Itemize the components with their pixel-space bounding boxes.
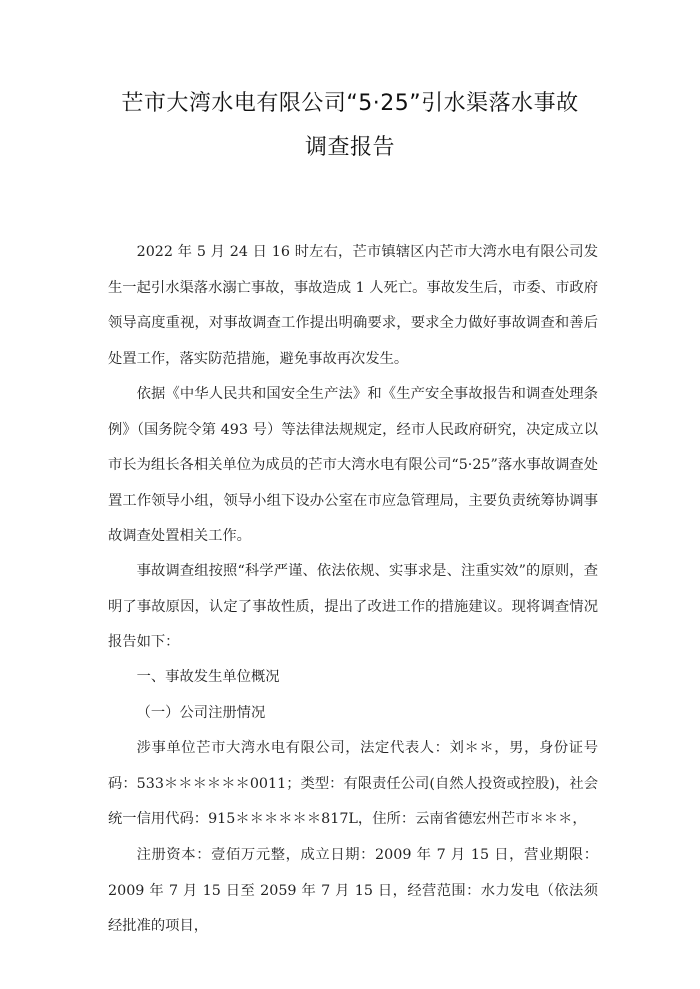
registration-paragraph: 涉事单位芒市大湾水电有限公司，法定代表人：刘＊＊，男，身份证号码：533＊＊＊＊＊＊0011；类型：有限责任公司(自然人投资或控股)，社会统一信用代码：915＊＊＊＊＊＊817L，住所：云南省德宏州芒市＊＊＊，: [108, 740, 598, 827]
subsection-heading: （一）公司注册情况: [136, 705, 266, 721]
report-title-line-2: 调查报告: [304, 135, 395, 160]
section-heading: 一、事故发生单位概况: [136, 669, 280, 685]
intro-paragraph: 2022 年 5 月 24 日 16 时左右，芒市镇辖区内芒市大湾水电有限公司发生一起引水渠落水溺亡事故，事故造成 1 人死亡。事故发生后，市委、市政府领导高度重视，对事故调查工作提出明确要求，要求全力做好事故调查和善后处置工作，落实防范措施，避免事故再次发生。: [108, 244, 598, 367]
principle-paragraph: 事故调查组按照“科学严谨、依法依规、实事求是、注重实效”的原则，查明了事故原因，认定了事故性质，提出了改进工作的措施建议。现将调查情况报告如下：: [108, 563, 598, 650]
basis-paragraph: 依据《中华人民共和国安全生产法》和《生产安全事故报告和调查处理条例》（国务院令第 493 号）等法律法规规定，经市人民政府研究，决定成立以市长为组长各相关单位为成员的芒市大湾水电有限公司“5·25”落水事故调查处置工作领导小组，领导小组下设办公室在市应急管理局，主要负责统筹协调事故调查处置相关工作。: [108, 386, 598, 544]
report-title-line-1: 芒市大湾水电有限公司“5·25”引水渠落水事故: [121, 91, 579, 116]
capital-paragraph: 注册资本：壹佰万元整，成立日期：2009 年 7 月 15 日，营业期限：2009 年 7 月 15 日至 2059 年 7 月 15 日，经营范围：水力发电（依法须经批准的项目，: [108, 847, 598, 934]
